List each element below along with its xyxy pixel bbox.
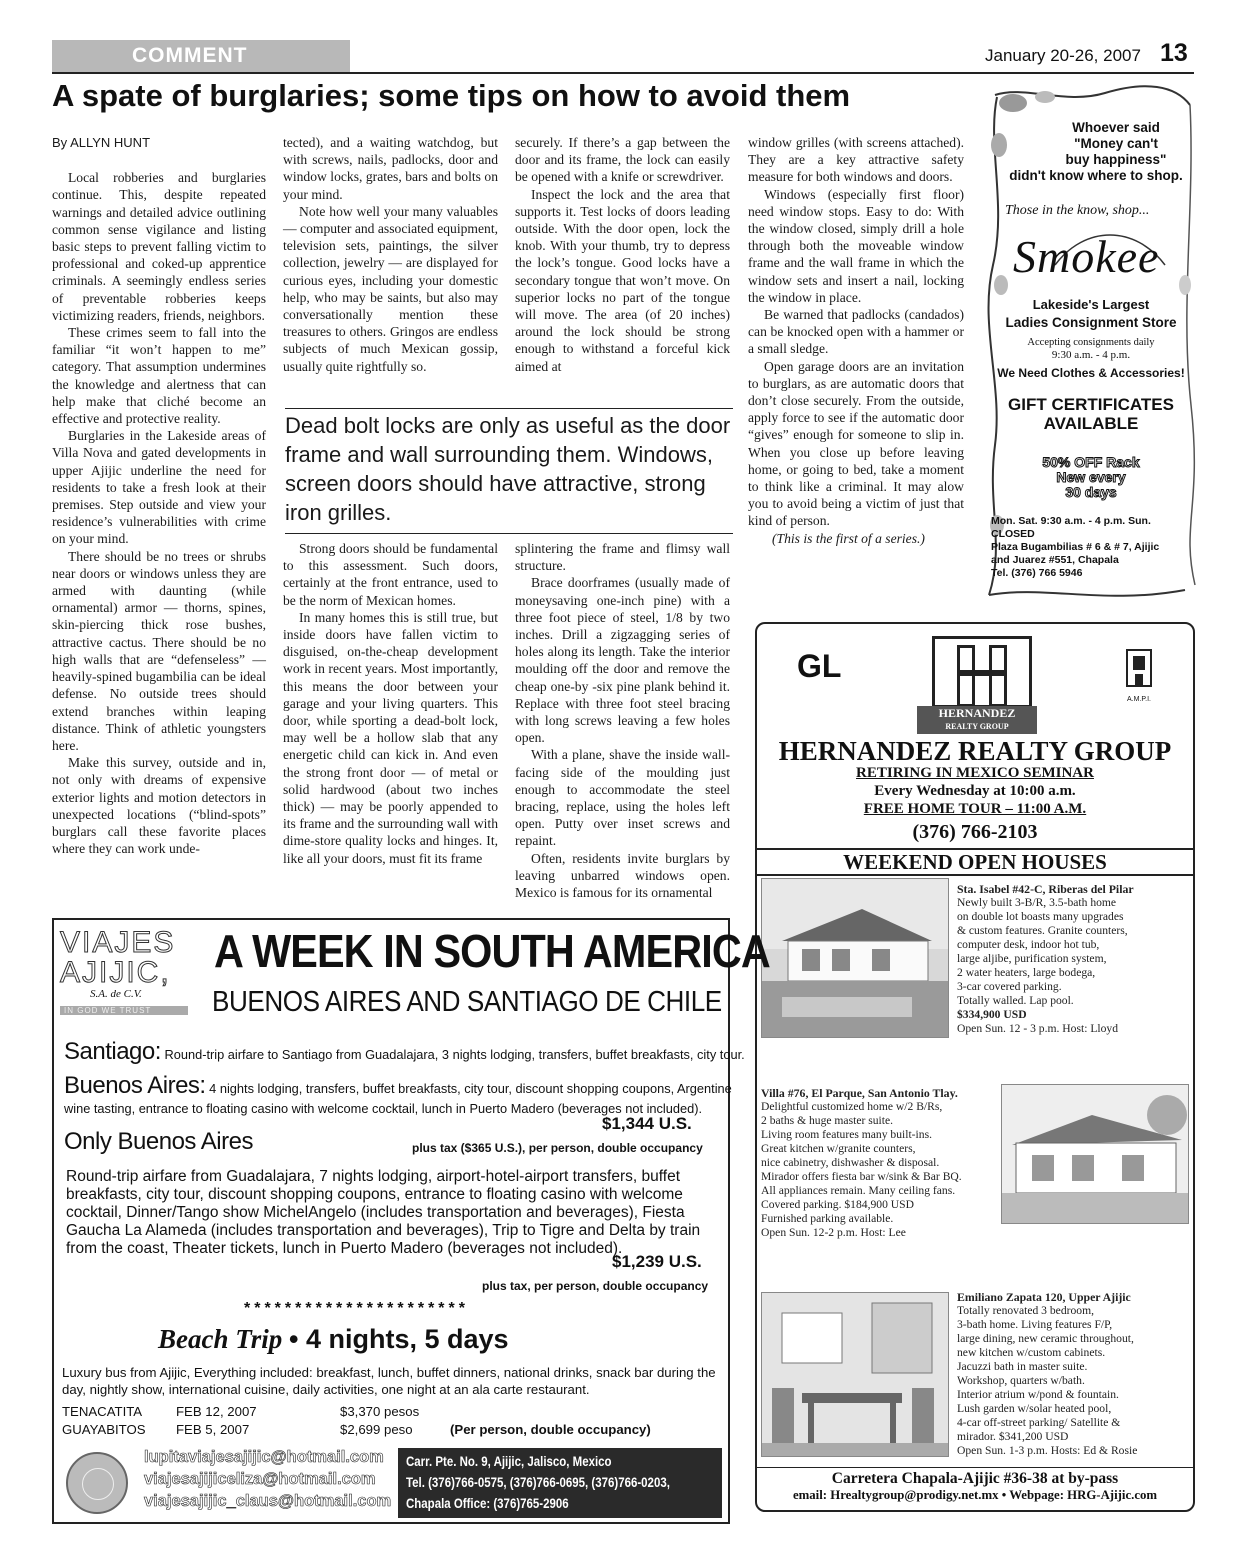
trip-destination: GUAYABITOS xyxy=(62,1422,146,1437)
viajes-contact xyxy=(60,1448,722,1518)
paragraph: Local robberies and burglaries continue. This, despite repeated warnings and detailed advice outlining common sense vigilance and listing basic steps to prevent falling victim to professional and coked-up apprentice criminals. A seemingly endless series of preventable robberies keeps victimizing readers, friends, neighbors. xyxy=(52,170,266,323)
listing-1: Sta. Isabel #42-C, Riberas del Pilar Newly built 3-B/R, 3.5-bath home on double lot boasts many upgrades & custom features. Granite counters, computer desk, indoor hot tub, large aljibe, purification system, 2 water heaters, large bodega, 3-car covered parking. Totally walled. Lap pool. $334,900 USD Open Sun. 12 - 3 p.m. Host: Lloyd xyxy=(957,882,1189,1036)
gl-logo: GL xyxy=(797,648,842,684)
viajes-title: A WEEK IN SOUTH AMERICA xyxy=(214,925,770,977)
hernandez-title: HERNANDEZ REALTY GROUP xyxy=(778,736,1172,766)
listing-2: Villa #76, El Parque, San Antonio Tlay. Delightful customized home w/2 B/Rs, 2 baths & huge master suite. Living room features many built-ins. Great kitchen w/granite counters, nice cabinetry, dishwasher & disposal. Mirador offers fiesta bar w/sink & Bar BQ. All appliances remain. Many ceiling fans. Covered parking. $184,900 USD Furnished parking available. Open Sun. 12-2 p.m. Host: Lee xyxy=(761,1086,997,1240)
listing-3: Emiliano Zapata 120, Upper Ajijic Totally renovated 3 bedroom, 3-bath home. Living features F/P, large dining, new ceramic throughout, new kitchen w/custom cabinets. Jacuzzi bath in master suite. Workshop, quarters w/bath. Interior atrium w/pond & fountain. Lush garden w/solar heated pool, 4-car off-street parking/ Satellite & mirador. $341,200 USD Open Sun. 1-3 p.m. Hosts: Ed & Rosie xyxy=(957,1290,1189,1458)
trip-price: $2,699 peso xyxy=(340,1422,413,1437)
trip-date: FEB 5, 2007 xyxy=(176,1422,250,1437)
article-column-4 xyxy=(748,134,964,547)
paragraph: Open garage doors are an invitation to burglars, as are automatic doors that don’t close securely. From the outside, apply force to see if the automatic door “gives” enough for someone to slip in. When you close up before leaving home, or going to bed, take a moment to think like a criminal. It may alow you to avoid being a victim of just that kind of person. xyxy=(748,358,964,529)
byline: By ALLYN HUNT xyxy=(52,135,151,150)
buenos-aires-offer: Buenos Aires: 4 nights lodging, transfers, buffet breakfasts, city tour, discount shopping coupons, Argentine xyxy=(64,1072,732,1099)
article-column-2-bottom xyxy=(283,540,498,867)
trip-date: FEB 12, 2007 xyxy=(176,1404,257,1419)
article-column-1 xyxy=(52,134,266,857)
paragraph: These crimes seem to fall into the familiar “it won’t happen to me” category. That assumption undermines the knowledge and alertness that can help make that cliché become an effective and protective reality. xyxy=(52,325,266,427)
paragraph: Make this survey, outside and in, not only with dreams of expensive exterior lights and motion detectors in unexpected locations (“blind-spots” burglars call these favorite places where they can work unde- xyxy=(52,755,266,857)
article-column-3-bottom xyxy=(515,540,730,901)
only-buenos-aires: Only Buenos Aires xyxy=(64,1128,253,1155)
tax-note-2: plus tax, per person, double occupancy xyxy=(482,1279,709,1293)
house-photo-3 xyxy=(761,1292,949,1457)
smokee-quote: Whoever said "Money can't buy happiness" didn't know where to shop. xyxy=(1009,120,1183,183)
open-houses-heading: WEEKEND OPEN HOUSES xyxy=(757,848,1193,876)
beach-trip-description: Luxury bus from Ajijic, Everything included: breakfast, lunch, buffet dinners, national drinks, snack bar during the day, nightly show, international cuisine, daily activities, one night at an ala carte restaurant. xyxy=(62,1365,716,1397)
viajes-logo: VIAJES AJIJIC, S.A. de C.V. IN GOD WE TRUST xyxy=(60,928,188,1032)
paragraph: In many homes this is still true, but inside doors have fallen victim to disguised, on-the-cheap development work in recent years. Most importantly, this means the door between your garage and your living quarters. This door, while sporting a dead-bolt lock, may well be a hollow slab that any energetic child can kick in. And even the strong front door — of metal or solid hardwood (about two inches thick) — may be poorly appended to its frame and the surrounding wall with dime-store quality locks and hinges. It, like all your doors, must fit its frame xyxy=(283,609,498,866)
only-buenos-aires-details: Round-trip airfare from Guadalajara, 7 nights lodging, airport-hotel-airport transfers, buffet breakfasts, city tour, discount shopping coupons, entrance to floating casino with welcome cocktail, Dinner/Tango show MichelAngelo (includes transportation and beverages), Fiesta Gaucha La Alameda (includes transportation and beverages), Trip to Tigre and Delta by train from the coast, Theater tickets, lunch in Puerto Madero (beverages not included). xyxy=(66,1168,701,1257)
paragraph: Inspect the lock and the area that supports it. Test locks of doors leading outside. With the door open, lock the knob. With your thumb, try to depress the lock’s tongue. Good locks have a secondary tongue that won’t move. On superior locks no part of the tongue will move. The area (of 20 inches) around the lock should be strong enough to withstand a forceful kick aimed at xyxy=(515,186,730,374)
buenos-aires-price: $1,344 U.S. xyxy=(602,1114,692,1133)
smokee-hours: 9:30 a.m. - 4 p.m. xyxy=(1051,349,1131,361)
home-tour-line: FREE HOME TOUR – 11:00 A.M. xyxy=(863,801,1087,817)
smokee-logo: Smokee xyxy=(1013,231,1160,282)
paragraph: There should be no trees or shrubs near doors or windows unless they are armed with daunting (while ornamental) armor — thorns, spines, skin-piercing thick rose bushes, attractive cactus. There should be no high walls that are “defenseless” — heavily-spined bugambilia can be ideal defense. No outside trees should extend branches within leaping distance. Think of athletic youngsters here. xyxy=(52,548,266,753)
smokee-tagline: Those in the know, shop... xyxy=(1005,203,1150,218)
article-headline: A spate of burglaries; some tips on how to avoid them xyxy=(52,78,851,113)
email-link[interactable]: viajesajijic_claus@hotmail.com xyxy=(144,1492,392,1510)
paragraph: Strong doors should be fundamental to this assessment. Such doors, certainly at the front entrance, used to be the norm of Mexican homes. xyxy=(283,541,498,608)
paragraph: Often, residents invite burglars by leaving unbarred windows open. Mexico is famous for its ornamental xyxy=(515,850,730,901)
paragraph: Be warned that padlocks (candados) can be knocked open with a hammer or a small sledge. xyxy=(748,307,964,357)
paragraph: Burglaries in the Lakeside areas of Villa Nova and gated developments in upper Ajijic underline the need for residents to take a fresh look at their premises. Step outside and view your residence’s vulnerabilities with crime on your mind. xyxy=(52,428,266,547)
smokee-ad xyxy=(985,85,1197,605)
viajes-office-info: Carr. Pte. No. 9, Ajijic, Jalisco, Mexico Tel. (376)766-0575, (376)766-0695, (376)766-0203, Chapala Office: (376)765-2906 xyxy=(398,1448,722,1518)
pull-quote: Dead bolt locks are only as useful as the door frame and wall surrounding them. Windows, screen doors should have attractive, strong iron grilles. xyxy=(285,408,733,534)
house-photo-2 xyxy=(1001,1084,1189,1224)
paragraph: Brace doorframes (usually made of moneysaving one-inch pine) with a three foot piece of steel, 1/8 by two inches. Drill a zigzagging series of holes along its length. Take the interior moulding off the door and remove the cheap one-by -six pine plank behind it. Replace with three foot steel bracing with long screws leaving a few holes open. xyxy=(515,575,730,746)
paragraph: securely. If there’s a gap between the door and its frame, the lock can easily be opened with a knife or screwdriver. xyxy=(515,135,730,185)
house-photo-1 xyxy=(761,878,949,1038)
paragraph: With a plane, shave the inside wall-facing side of the moulding just enough to accommodate the steel bracing, replace, using the holes left open. Putty over inset screws and repaint. xyxy=(515,747,730,849)
seminar-schedule: Every Wednesday at 10:00 a.m. xyxy=(874,783,1076,799)
article-column-3-top xyxy=(515,134,730,375)
beach-trip-heading: Beach Trip • 4 nights, 5 days xyxy=(158,1324,509,1354)
smokee-store-line-1: Lakeside's Largest xyxy=(1032,297,1150,312)
tax-note-1: plus tax ($365 U.S.), per person, double occupancy xyxy=(412,1141,703,1155)
paragraph: Note how well your many valuables — computer and associated equipment, television sets, paintings, the silver collection, jewelry — are displayed for curious eyes, including your domestic help, who may be saints, but also may conversationally mention these treasures to others. Gringos are endless subjects of much Mexican gossip, usually quite rightfully so. xyxy=(283,203,498,374)
listing-title: Sta. Isabel #42-C, Riberas del Pilar xyxy=(957,882,1134,896)
header-rule xyxy=(52,72,1194,74)
smokee-accepting: Accepting consignments daily xyxy=(1027,337,1155,348)
buenos-aires-offer-cont: wine tasting, entrance to floating casino with welcome cocktail, lunch in Puerto Madero (beverages not included). xyxy=(64,1101,703,1116)
hernandez-brand-label: HERNANDEZ REALTY GROUP xyxy=(917,706,1037,734)
section-label: COMMENT xyxy=(132,44,248,67)
listing-title: Villa #76, El Parque, San Antonio Tlay. xyxy=(761,1086,958,1100)
listing-title: Emiliano Zapata 120, Upper Ajijic xyxy=(957,1290,1131,1304)
article-column-2-top xyxy=(283,134,498,375)
viajes-subtitle: BUENOS AIRES AND SANTIAGO DE CHILE xyxy=(212,986,722,1018)
smokee-details: Mon. Sat. 9:30 a.m. - 4 p.m. Sun. CLOSED Plaza Bugambilias # 6 & # 7, Ajijic and Juarez #551, Chapala Tel. (376) 766 5946 xyxy=(991,515,1160,579)
paragraph: Windows (especially first floor) need window stops. Easy to do: With the window closed, simply drill a hole through both the moveable window frame and the wall frame in which the window sets and insert a nail, locking the window in place. xyxy=(748,186,964,305)
santiago-offer: Santiago: Round-trip airfare to Santiago from Guadalajara, 3 nights lodging, transfers, buffet breakfasts, city tour. xyxy=(64,1038,745,1065)
paragraph: splintering the frame and flimsy wall structure. xyxy=(515,541,730,574)
email-link[interactable]: viajesajijiceliza@hotmail.com xyxy=(144,1470,376,1488)
smokee-need: We Need Clothes & Accessories! xyxy=(997,366,1185,380)
hernandez-phone: (376) 766-2103 xyxy=(912,821,1038,843)
series-note: (This is the first of a series.) xyxy=(772,530,925,546)
seminar-line: RETIRING IN MEXICO SEMINAR xyxy=(856,765,1094,781)
per-person-note: (Per person, double occupancy) xyxy=(450,1422,651,1437)
ampi-logo-icon: A.M.P.I. xyxy=(1119,640,1159,704)
smokee-gift-available: AVAILABLE xyxy=(1043,414,1139,433)
divider-stars: ********************** xyxy=(244,1300,469,1317)
paragraph: tected), and a waiting watchdog, but with screws, nails, padlocks, door and window locks, grates, bars and bolts on your mind. xyxy=(283,135,498,202)
issue-date: January 20-26, 2007 xyxy=(985,46,1141,65)
trip-destination: TENACATITA xyxy=(62,1404,143,1419)
viajes-ajijic-ad xyxy=(52,918,770,1524)
hernandez-realty-ad xyxy=(755,622,1195,1512)
email-link[interactable]: lupitaviajesajijic@hotmail.com xyxy=(144,1448,384,1466)
page-number: 13 xyxy=(1160,39,1188,67)
hernandez-address: Carretera Chapala-Ajijic #36-38 at by-pass xyxy=(757,1467,1193,1488)
hernandez-contact: email: Hrealtygroup@prodigy.net.mx • Webpage: HRG-Ajijic.com xyxy=(792,1488,1158,1502)
only-buenos-aires-price: $1,239 U.S. xyxy=(612,1252,702,1271)
smokee-discount: 50% OFF Rack New every 30 days xyxy=(1042,454,1140,500)
section-banner xyxy=(52,40,350,72)
smokee-store-line-2: Ladies Consignment Store xyxy=(1005,315,1177,330)
viajes-seal-icon xyxy=(66,1452,128,1514)
trip-price: $3,370 pesos xyxy=(340,1404,420,1419)
smokee-gift-certificates: GIFT CERTIFICATES xyxy=(1008,395,1174,414)
paragraph: window grilles (with screens attached). They are a key attractive safety measure for both windows and doors. xyxy=(748,135,964,185)
